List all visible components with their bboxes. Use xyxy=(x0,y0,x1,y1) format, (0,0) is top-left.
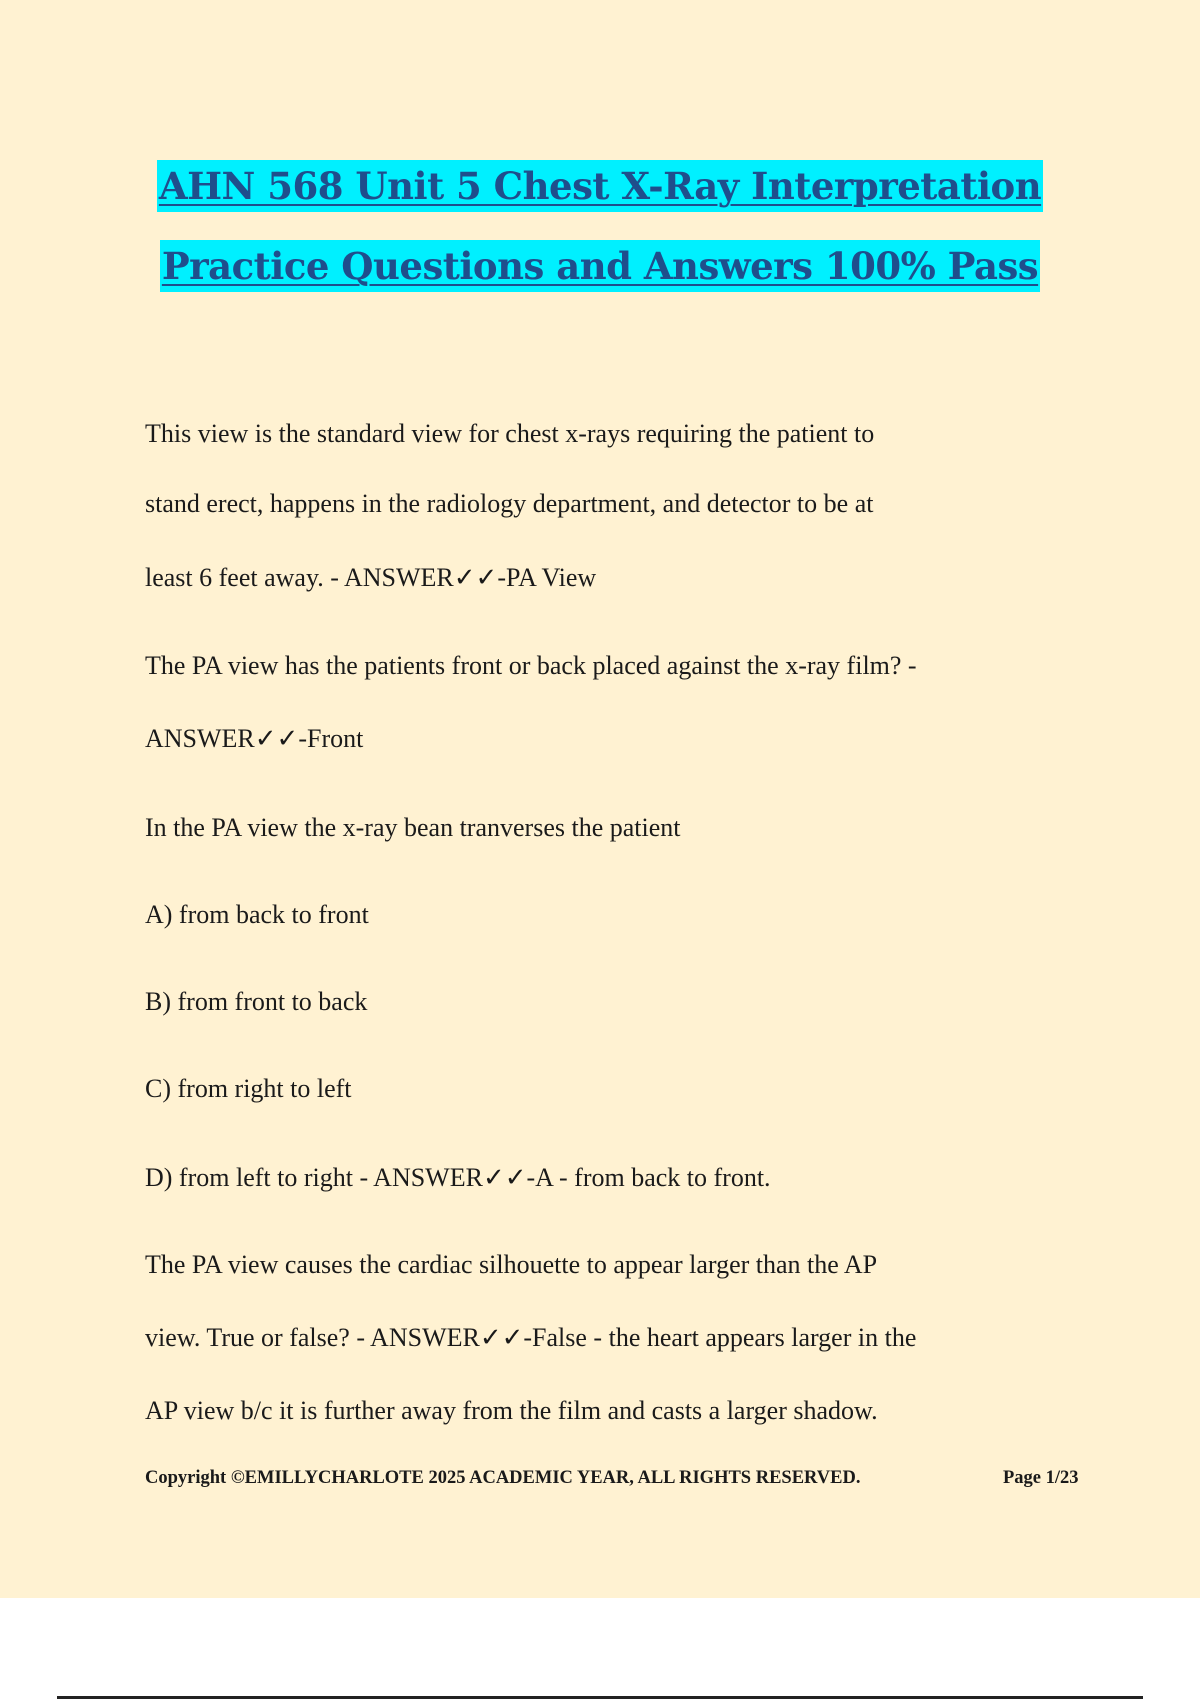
question-4-answer-line-1: view. True or false? - ANSWER✓✓-False - the heart appears larger in the xyxy=(145,1323,917,1352)
question-3-option-b: B) from front to back xyxy=(145,987,368,1016)
footer-copyright: Copyright ©EMILLYCHARLOTE 2025 ACADEMIC YEAR, ALL RIGHTS RESERVED. xyxy=(145,1468,861,1488)
document-title xyxy=(0,160,1200,292)
question-1-line-2: stand erect, happens in the radiology department, and detector to be at xyxy=(145,489,874,518)
question-2-answer: ANSWER✓✓-Front xyxy=(145,724,364,753)
question-3-stem: In the PA view the x-ray bean tranverses the patient xyxy=(145,813,681,842)
question-4-line-1: The PA view causes the cardiac silhouette to appear larger than the AP xyxy=(145,1250,878,1279)
footer-page-number: Page 1/23 xyxy=(1003,1468,1079,1488)
question-1-line-1: This view is the standard view for chest x-rays requiring the patient to xyxy=(145,419,875,448)
title-line-2: Practice Questions and Answers 100% Pass xyxy=(160,240,1040,292)
question-1-answer: least 6 feet away. - ANSWER✓✓-PA View xyxy=(145,563,597,592)
question-3-option-d-answer: D) from left to right - ANSWER✓✓-A - from back to front. xyxy=(145,1163,771,1192)
question-4-answer-line-2: AP view b/c it is further away from the film and casts a larger shadow. xyxy=(145,1396,878,1425)
title-line-1: AHN 568 Unit 5 Chest X-Ray Interpretation xyxy=(157,160,1043,212)
question-2-line-1: The PA view has the patients front or back placed against the x-ray film? - xyxy=(145,651,917,680)
question-3-option-a: A) from back to front xyxy=(145,900,369,929)
question-3-option-c: C) from right to left xyxy=(145,1074,352,1103)
next-page-divider xyxy=(57,1696,1143,1699)
